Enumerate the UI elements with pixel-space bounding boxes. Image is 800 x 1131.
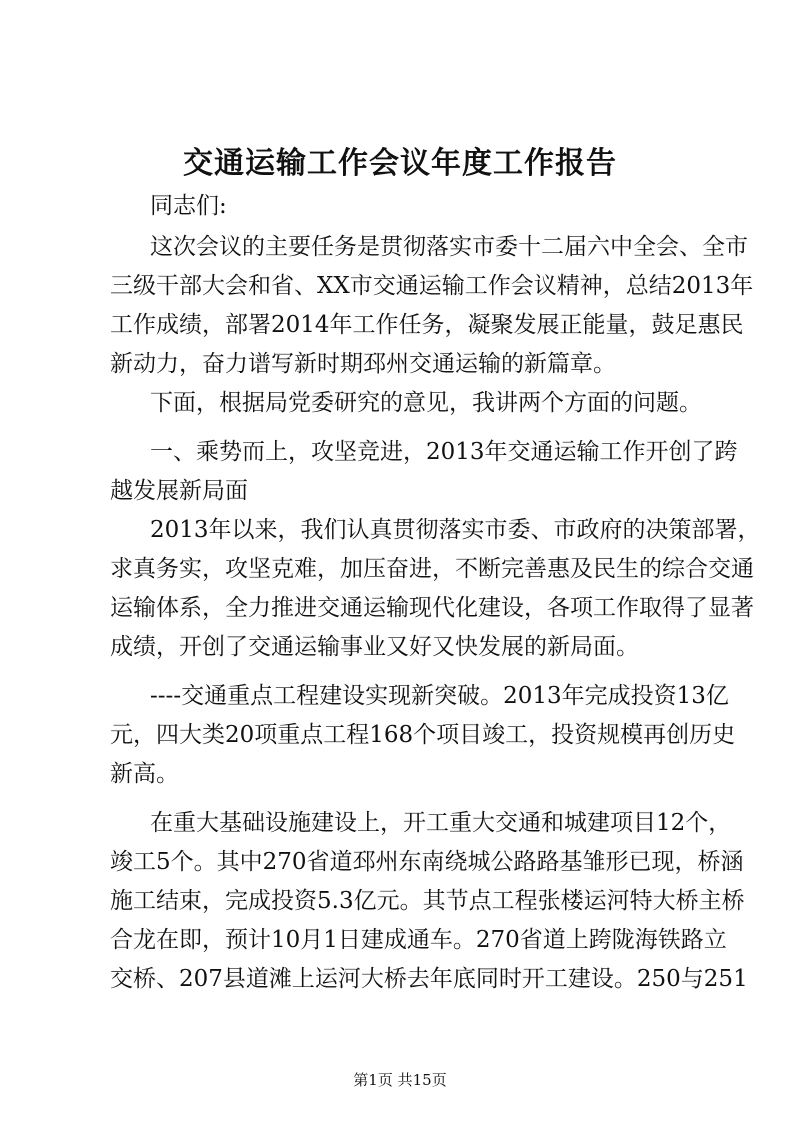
paragraph-line: 三级干部大会和省、XX市交通运输工作会议精神，总结2013年: [110, 273, 754, 299]
paragraph-line: 在重大基础设施建设上，开工重大交通和城建项目12个，: [150, 810, 732, 836]
document-title: 交通运输工作会议年度工作报告: [183, 146, 617, 181]
paragraph-line: ----交通重点工程建设实现新突破。2013年完成投资13亿: [150, 683, 729, 709]
paragraph-line: 元，四大类20项重点工程168个项目竣工，投资规模再创历史: [110, 722, 736, 748]
section-heading-line: 越发展新局面: [110, 478, 248, 504]
paragraph-line: 施工结束，完成投资5.3亿元。其节点工程张楼运河特大桥主桥: [110, 888, 745, 914]
paragraph-line: 求真务实，攻坚克难，加压奋进，不断完善惠及民生的综合交通: [110, 556, 754, 582]
page-number: 第1页 共15页: [353, 1071, 447, 1089]
paragraph-line: 这次会议的主要任务是贯彻落实市委十二届六中全会、全市: [150, 234, 748, 260]
salutation: 同志们:: [150, 193, 227, 219]
paragraph-line: 新动力，奋力谱写新时期邳州交通运输的新篇章。: [110, 351, 616, 377]
paragraph-line: 新高。: [110, 761, 179, 787]
paragraph-line: 成绩，开创了交通运输事业又好又快发展的新局面。: [110, 634, 639, 660]
section-heading-line: 一、乘势而上，攻坚竞进，2013年交通运输工作开创了跨: [150, 439, 738, 465]
paragraph-line: 运输体系，全力推进交通运输现代化建设，各项工作取得了显著: [110, 595, 754, 621]
paragraph-line: 合龙在即，预计10月1日建成通车。270省道上跨陇海铁路立: [110, 927, 727, 953]
paragraph-line: 竣工5个。其中270省道邳州东南绕城公路路基雏形已现，桥涵: [110, 849, 744, 875]
paragraph-line: 下面，根据局党委研究的意见，我讲两个方面的问题。: [150, 390, 702, 416]
paragraph-line: 交桥、207县道滩上运河大桥去年底同时开工建设。250与251: [110, 966, 748, 992]
paragraph-line: 2013年以来，我们认真贯彻落实市委、市政府的决策部署，: [150, 517, 761, 543]
paragraph-line: 工作成绩，部署2014年工作任务，凝聚发展正能量，鼓足惠民: [110, 312, 744, 338]
